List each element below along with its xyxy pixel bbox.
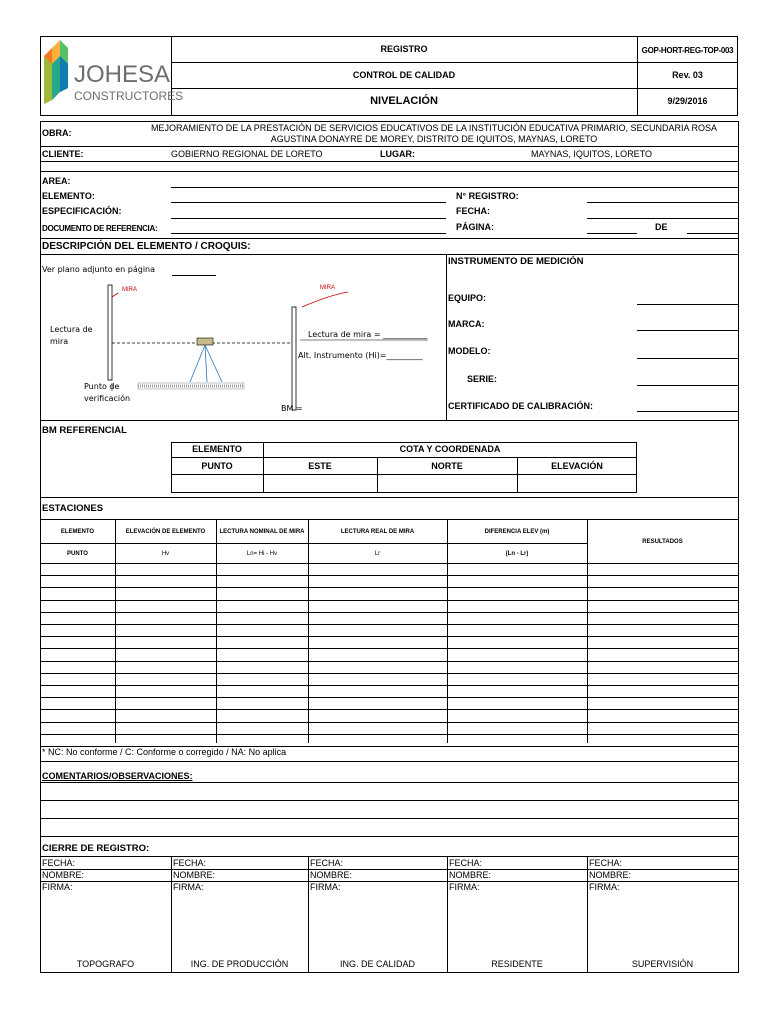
bm-elevacion: ELEVACIÓN bbox=[551, 461, 603, 471]
page-title: NIVELACIÓN bbox=[370, 95, 438, 107]
pagina-label: PÁGINA: bbox=[456, 222, 494, 232]
registro-label: N° REGISTRO: bbox=[456, 191, 519, 201]
table-row[interactable] bbox=[40, 636, 738, 637]
cierre-nombre-label: NOMBRE: bbox=[173, 870, 216, 880]
est-h-ln: Ln= Hi - Hv bbox=[246, 551, 278, 557]
cierre-nombre-label: NOMBRE: bbox=[589, 870, 632, 880]
estaciones-title: ESTACIONES bbox=[42, 503, 104, 514]
documento-label: DOCUMENTO DE REFERENCIA: bbox=[42, 224, 158, 233]
header-code: GOP-HORT-REG-TOP-003 bbox=[641, 46, 734, 55]
header-control: CONTROL DE CALIDAD bbox=[352, 70, 456, 80]
cliente-label: CLIENTE: bbox=[42, 149, 84, 159]
instrumento-title: INSTRUMENTO DE MEDICIÓN bbox=[448, 256, 584, 267]
cierre-firma-label: FIRMA: bbox=[42, 882, 73, 892]
company-logo bbox=[42, 38, 184, 110]
cierre-title: CIERRE DE REGISTRO: bbox=[42, 843, 150, 854]
cierre-firma-label: FIRMA: bbox=[589, 882, 620, 892]
table-row[interactable] bbox=[40, 648, 738, 649]
de-field[interactable] bbox=[687, 233, 738, 234]
mira-right-label: MIRA bbox=[320, 285, 335, 291]
lectura-label-2: mira bbox=[50, 337, 69, 346]
table-row[interactable] bbox=[40, 697, 738, 698]
est-h-elemento: ELEMENTO bbox=[60, 529, 95, 535]
header-rev: Rev. 03 bbox=[672, 70, 703, 80]
marca-field[interactable] bbox=[637, 330, 738, 331]
estaciones-note: * NC: No conforme / C: Conforme o corregido / NA: No aplica bbox=[42, 747, 287, 757]
bm-norte: NORTE bbox=[431, 461, 463, 471]
cierre-role-0: TOPOGRAFO bbox=[76, 959, 135, 969]
cierre-nombre-label: NOMBRE: bbox=[42, 870, 85, 880]
cierre-fecha-label: FECHA: bbox=[589, 858, 623, 868]
lugar-label: LUGAR: bbox=[380, 149, 415, 159]
table-row[interactable] bbox=[40, 587, 738, 588]
table-row[interactable] bbox=[40, 612, 738, 613]
certificado-field[interactable] bbox=[637, 411, 738, 412]
est-h-real: LECTURA REAL DE MIRA bbox=[340, 529, 415, 535]
cierre-nombre-label: NOMBRE: bbox=[310, 870, 353, 880]
est-h-nominal: LECTURA NOMINAL DE MIRA bbox=[219, 529, 305, 535]
equipo-field[interactable] bbox=[637, 304, 738, 305]
punto-label-1: Punto de bbox=[84, 382, 120, 391]
est-h-elevacion: ELEVACIÓN DE ELEMENTO bbox=[125, 529, 206, 535]
especificacion-field[interactable] bbox=[171, 218, 446, 219]
elemento-field[interactable] bbox=[171, 202, 446, 203]
obra-line1: MEJORAMIENTO DE LA PRESTACIÓN DE SERVICIOS EDUCATIVOS DE LA INSTITUCIÓN EDUCATIVA PRIMARIO, SECUNDARIA ROSA bbox=[150, 123, 718, 133]
bm-este: ESTE bbox=[308, 461, 332, 471]
est-h-hv: Hv bbox=[161, 551, 170, 557]
header-registro: REGISTRO bbox=[380, 44, 428, 54]
mira-left-label: MIRA bbox=[122, 287, 137, 293]
table-row[interactable] bbox=[40, 624, 738, 625]
comentarios-area[interactable] bbox=[41, 783, 737, 836]
cierre-firma-label: FIRMA: bbox=[310, 882, 341, 892]
alt-instrumento-text: Alt. Instrumento (Hi)=_________ bbox=[298, 351, 423, 360]
plano-text: Ver plano adjunto en página bbox=[42, 265, 156, 274]
lugar-value: MAYNAS, IQUITOS, LORETO bbox=[531, 149, 653, 159]
cierre-fecha-label: FECHA: bbox=[310, 858, 344, 868]
table-row[interactable] bbox=[40, 661, 738, 662]
modelo-label: MODELO: bbox=[448, 346, 491, 356]
cierre-firma-label: FIRMA: bbox=[173, 882, 204, 892]
bm-text: BM = bbox=[281, 404, 303, 413]
bm-elemento: ELEMENTO bbox=[192, 444, 242, 454]
especificacion-label: ESPECIFICACIÓN: bbox=[42, 206, 122, 216]
table-row[interactable] bbox=[40, 709, 738, 710]
cierre-fecha-label: FECHA: bbox=[42, 858, 76, 868]
table-row[interactable] bbox=[40, 734, 738, 735]
marca-label: MARCA: bbox=[448, 319, 485, 329]
descripcion-title: DESCRIPCIÓN DEL ELEMENTO / CROQUIS: bbox=[42, 241, 251, 252]
table-row[interactable] bbox=[40, 575, 738, 576]
est-h-lr: Lr bbox=[374, 551, 381, 557]
obra-label: OBRA: bbox=[42, 128, 72, 138]
est-h-diferencia: DIFERENCIA ELEV (m) bbox=[484, 529, 550, 535]
est-h-lnlr: (Ln - Lr) bbox=[505, 551, 529, 557]
elemento-label: ELEMENTO: bbox=[42, 191, 95, 201]
bm-title: BM REFERENCIAL bbox=[42, 425, 127, 436]
fecha-label: FECHA: bbox=[456, 206, 490, 216]
area-field[interactable] bbox=[171, 187, 738, 188]
cierre-fecha-label: FECHA: bbox=[449, 858, 483, 868]
serie-field[interactable] bbox=[637, 385, 738, 386]
est-h-punto: PUNTO bbox=[67, 551, 88, 557]
cierre-role-3: RESIDENTE bbox=[491, 959, 543, 969]
bm-cota: COTA Y COORDENADA bbox=[399, 444, 501, 454]
modelo-field[interactable] bbox=[637, 358, 738, 359]
comentarios-title: COMENTARIOS/OBSERVACIONES: bbox=[42, 771, 193, 781]
logo-line1: JOHESA bbox=[74, 61, 171, 88]
lectura-mira-text: Lectura de mira = ___________ bbox=[308, 330, 428, 339]
cierre-role-4: SUPERVISIÓN bbox=[631, 959, 694, 969]
serie-label: SERIE: bbox=[467, 374, 498, 384]
fecha-field[interactable] bbox=[587, 218, 738, 219]
certificado-label: CERTIFICADO DE CALIBRACIÓN: bbox=[448, 401, 593, 411]
logo-shape bbox=[44, 56, 52, 104]
pagina-field[interactable] bbox=[587, 233, 637, 234]
registro-field[interactable] bbox=[587, 202, 738, 203]
cierre-fecha-label: FECHA: bbox=[173, 858, 207, 868]
table-row[interactable] bbox=[40, 722, 738, 723]
documento-field[interactable] bbox=[171, 233, 446, 234]
header-date: 9/29/2016 bbox=[667, 96, 708, 106]
cierre-role-1: ING. DE PRODUCCIÓN bbox=[190, 959, 289, 969]
lectura-label-1: Lectura de bbox=[50, 325, 93, 334]
cierre-role-2: ING. DE CALIDAD bbox=[339, 959, 415, 969]
de-label: DE bbox=[655, 222, 668, 232]
est-h-resultados: RESULTADOS bbox=[642, 539, 683, 545]
table-row[interactable] bbox=[40, 673, 738, 674]
equipo-label: EQUIPO: bbox=[448, 293, 487, 303]
obra-line2: AGUSTINA DONAYRE DE MOREY, DISTRITO DE IQUITOS, MAYNAS, LORETO bbox=[270, 134, 598, 144]
area-label: AREA: bbox=[42, 176, 71, 186]
logo-line2: CONSTRUCTORES bbox=[74, 89, 184, 103]
cierre-nombre-label: NOMBRE: bbox=[449, 870, 492, 880]
punto-label-2: verificación bbox=[84, 394, 131, 403]
cierre-firma-label: FIRMA: bbox=[449, 882, 480, 892]
cliente-value: GOBIERNO REGIONAL DE LORETO bbox=[171, 149, 323, 159]
bm-punto: PUNTO bbox=[201, 461, 233, 471]
table-row[interactable] bbox=[40, 600, 738, 601]
table-row[interactable] bbox=[40, 685, 738, 686]
